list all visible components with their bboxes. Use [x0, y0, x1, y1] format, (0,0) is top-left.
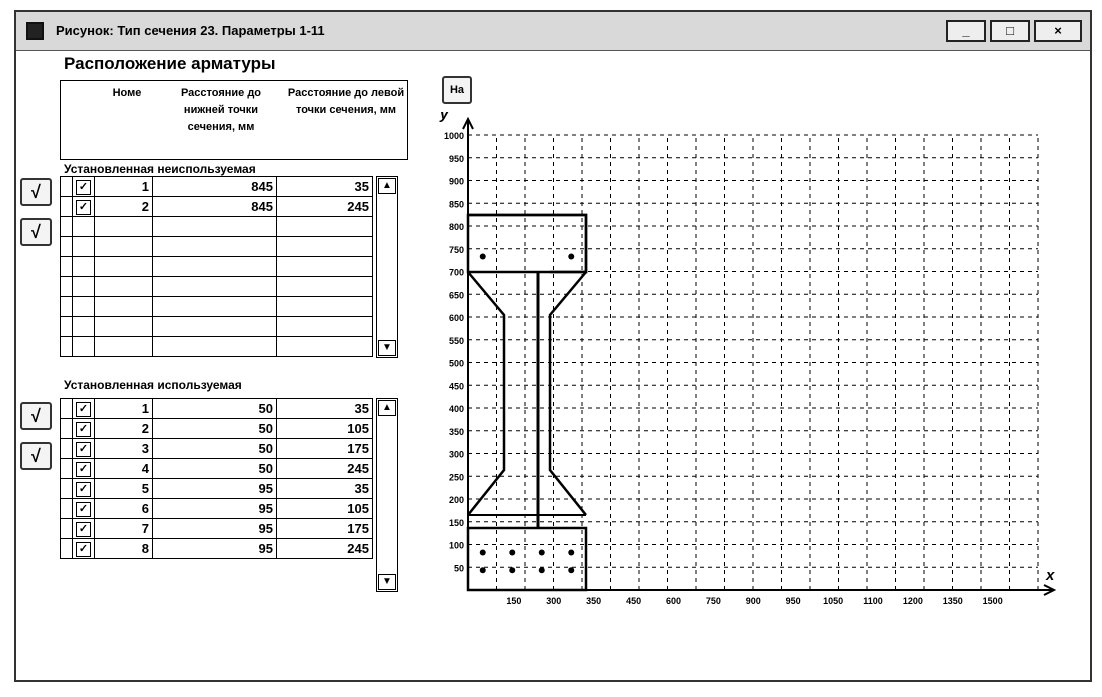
rebar-point: [568, 253, 574, 259]
table-row[interactable]: [61, 257, 373, 277]
cell-dist-left[interactable]: [277, 217, 373, 237]
row-selector[interactable]: [61, 519, 73, 539]
row-selector[interactable]: [61, 197, 73, 217]
y-tick-labels: [444, 131, 464, 573]
scrollbar-used[interactable]: [376, 398, 398, 592]
scrollbar-unused[interactable]: [376, 176, 398, 358]
scroll-up-icon[interactable]: ▲: [378, 178, 396, 194]
row-selector[interactable]: [61, 419, 73, 439]
apply-button-used-1[interactable]: √: [20, 402, 52, 430]
cell-num[interactable]: [95, 217, 153, 237]
y-tick-label: 150: [448, 517, 464, 528]
table-row[interactable]: [61, 277, 373, 297]
rebar-point: [509, 567, 515, 573]
cell-dist-left[interactable]: [277, 297, 373, 317]
table-row[interactable]: [61, 237, 373, 257]
row-selector[interactable]: [61, 257, 73, 277]
table-row[interactable]: [61, 297, 373, 317]
table-row[interactable]: [61, 439, 373, 459]
cell-num[interactable]: 2: [95, 197, 153, 217]
row-checkbox[interactable]: [73, 217, 95, 237]
cell-num[interactable]: 6: [95, 499, 153, 519]
cell-dist-left[interactable]: [277, 317, 373, 337]
x-tick-label: 300: [546, 596, 562, 606]
cell-dist-bottom[interactable]: 845: [153, 197, 277, 217]
y-tick-label: 500: [448, 358, 464, 369]
cell-num[interactable]: [95, 317, 153, 337]
y-tick-label: 600: [448, 313, 464, 323]
y-tick-label: 550: [448, 335, 464, 346]
scroll-down-icon[interactable]: ▼: [378, 340, 396, 356]
top-flange: [468, 215, 586, 272]
apply-button-unused-1[interactable]: √: [20, 178, 52, 206]
cell-dist-bottom[interactable]: [153, 277, 277, 297]
cell-num[interactable]: [95, 297, 153, 317]
close-button[interactable]: ×: [1034, 20, 1082, 42]
cell-dist-left[interactable]: 35: [277, 479, 373, 499]
row-checkbox[interactable]: [73, 257, 95, 277]
cell-num[interactable]: 1: [95, 399, 153, 419]
checkbox-icon[interactable]: ✓: [76, 422, 91, 437]
cell-num[interactable]: 2: [95, 419, 153, 439]
row-checkbox[interactable]: [73, 317, 95, 337]
web-right: [550, 272, 586, 515]
cell-num[interactable]: 8: [95, 539, 153, 559]
cell-dist-bottom[interactable]: 50: [153, 439, 277, 459]
row-checkbox[interactable]: [73, 277, 95, 297]
y-tick-label: 250: [448, 472, 464, 483]
checkbox-icon[interactable]: ✓: [76, 542, 91, 557]
table-row[interactable]: [61, 459, 373, 479]
apply-button-used-2[interactable]: √: [20, 442, 52, 470]
cell-num[interactable]: [95, 257, 153, 277]
cell-dist-left[interactable]: 105: [277, 499, 373, 519]
cell-dist-bottom[interactable]: 95: [153, 519, 277, 539]
x-tick-label: 750: [705, 596, 721, 606]
window-title: Рисунок: Тип сечения 23. Параметры 1-11: [56, 23, 325, 38]
x-axis-label: x: [1046, 567, 1055, 584]
row-selector[interactable]: [61, 539, 73, 559]
maximize-button[interactable]: □: [990, 20, 1030, 42]
cell-dist-left[interactable]: [277, 237, 373, 257]
y-tick-label: 350: [448, 426, 464, 437]
table-row[interactable]: [61, 539, 373, 559]
y-tick-label: 650: [448, 290, 464, 301]
cell-dist-left[interactable]: 105: [277, 419, 373, 439]
web-left: [468, 272, 504, 515]
row-checkbox[interactable]: [73, 459, 95, 479]
page-title: Расположение арматуры: [64, 54, 276, 73]
column-header-num: Номе: [112, 87, 142, 99]
y-tick-label: 800: [448, 222, 464, 232]
cell-dist-bottom[interactable]: [153, 257, 277, 277]
zoom-button[interactable]: На: [442, 76, 472, 104]
cell-dist-bottom[interactable]: [153, 317, 277, 337]
row-selector[interactable]: [61, 399, 73, 419]
table-row[interactable]: [61, 337, 373, 357]
table-used: [60, 398, 373, 559]
cell-num[interactable]: 5: [95, 479, 153, 499]
table-row[interactable]: [61, 197, 373, 217]
x-tick-label: 150: [506, 596, 522, 606]
cell-dist-left[interactable]: [277, 337, 373, 357]
x-tick-label: 1200: [902, 596, 923, 606]
cell-dist-left[interactable]: 245: [277, 539, 373, 559]
rebar-point: [539, 550, 545, 556]
x-tick-label: 450: [626, 596, 642, 606]
top-flange-outline: [468, 215, 586, 272]
cell-num[interactable]: [95, 277, 153, 297]
cell-dist-left[interactable]: [277, 257, 373, 277]
row-checkbox[interactable]: [73, 479, 95, 499]
cell-dist-left[interactable]: 245: [277, 197, 373, 217]
cell-dist-left[interactable]: 35: [277, 399, 373, 419]
row-checkbox[interactable]: [73, 177, 95, 197]
x-tick-label: 950: [785, 596, 801, 606]
cell-dist-left[interactable]: 175: [277, 439, 373, 459]
row-checkbox[interactable]: [73, 419, 95, 439]
rebar-point: [568, 550, 574, 556]
cell-dist-bottom[interactable]: 50: [153, 419, 277, 439]
x-tick-label: 1500: [982, 596, 1003, 606]
table-row[interactable]: [61, 317, 373, 337]
checkbox-icon[interactable]: ✓: [76, 180, 91, 195]
row-checkbox[interactable]: [73, 197, 95, 217]
row-checkbox[interactable]: [73, 499, 95, 519]
cell-num[interactable]: [95, 237, 153, 257]
table-row[interactable]: [61, 399, 373, 419]
plot-axes: [439, 112, 1055, 595]
row-checkbox[interactable]: [73, 237, 95, 257]
rebar-point: [480, 253, 486, 259]
x-tick-label: 900: [745, 596, 761, 606]
x-tick-labels: [506, 596, 1002, 606]
cell-dist-bottom[interactable]: 50: [153, 399, 277, 419]
scroll-up-icon[interactable]: ▲: [378, 400, 396, 416]
y-axis-label: y: [440, 112, 449, 123]
cell-dist-bottom[interactable]: [153, 237, 277, 257]
cross-section-shape: [468, 215, 586, 590]
rebar-point: [480, 567, 486, 573]
row-selector[interactable]: [61, 217, 73, 237]
checkbox-icon[interactable]: ✓: [76, 502, 91, 517]
rebar-point: [480, 550, 486, 556]
minimize-button[interactable]: _: [946, 20, 986, 42]
y-tick-label: 400: [448, 404, 464, 414]
table-row[interactable]: [61, 519, 373, 539]
rebar-point: [509, 550, 515, 556]
row-checkbox[interactable]: [73, 439, 95, 459]
column-header-dist-left: Расстояние до левой точки сечения, мм: [287, 87, 405, 116]
apply-button-unused-2[interactable]: √: [20, 218, 52, 246]
y-tick-label: 50: [453, 563, 464, 574]
y-tick-label: 700: [448, 267, 464, 278]
cell-dist-bottom[interactable]: 845: [153, 177, 277, 197]
cell-dist-bottom[interactable]: 50: [153, 459, 277, 479]
table-unused: [60, 176, 373, 357]
row-checkbox[interactable]: [73, 539, 95, 559]
y-tick-label: 200: [448, 495, 464, 505]
x-tick-label: 350: [586, 596, 602, 606]
y-tick-label: 300: [448, 449, 464, 460]
y-tick-label: 900: [448, 176, 464, 187]
checkbox-icon[interactable]: ✓: [76, 402, 91, 417]
row-selector[interactable]: [61, 177, 73, 197]
y-tick-label: 850: [448, 199, 464, 210]
cell-num[interactable]: [95, 337, 153, 357]
plot-grid: [468, 135, 1038, 590]
row-selector[interactable]: [61, 277, 73, 297]
table-row[interactable]: [61, 479, 373, 499]
y-tick-label: 1000: [443, 131, 464, 141]
row-checkbox[interactable]: [73, 297, 95, 317]
table-row[interactable]: [61, 217, 373, 237]
row-checkbox[interactable]: [73, 519, 95, 539]
row-selector[interactable]: [61, 237, 73, 257]
checkbox-icon[interactable]: ✓: [76, 462, 91, 477]
row-selector[interactable]: [61, 317, 73, 337]
section-label-used: Установленная используемая: [64, 378, 242, 392]
cell-num[interactable]: 7: [95, 519, 153, 539]
cell-dist-bottom[interactable]: 95: [153, 499, 277, 519]
table-row[interactable]: [61, 499, 373, 519]
y-tick-label: 100: [448, 540, 464, 551]
cell-dist-bottom[interactable]: [153, 297, 277, 317]
row-selector[interactable]: [61, 439, 73, 459]
section-plot: [416, 112, 1056, 612]
table-row[interactable]: [61, 419, 373, 439]
title-bar[interactable]: [16, 12, 1090, 51]
rebar-point: [539, 567, 545, 573]
cell-dist-bottom[interactable]: [153, 337, 277, 357]
section-label-unused: Установленная неиспользуемая: [64, 162, 256, 176]
app-icon: [26, 22, 44, 40]
table-row[interactable]: [61, 177, 373, 197]
cell-dist-bottom[interactable]: 95: [153, 539, 277, 559]
row-checkbox[interactable]: [73, 399, 95, 419]
rebar-point: [568, 567, 574, 573]
checkbox-icon[interactable]: ✓: [76, 442, 91, 457]
checkbox-icon[interactable]: ✓: [76, 522, 91, 537]
figure-window: [14, 10, 1092, 682]
cell-dist-left[interactable]: 245: [277, 459, 373, 479]
x-tick-label: 600: [665, 596, 682, 606]
scroll-down-icon[interactable]: ▼: [378, 574, 396, 590]
cell-dist-left[interactable]: 175: [277, 519, 373, 539]
cell-dist-left[interactable]: [277, 277, 373, 297]
x-tick-label: 1350: [942, 596, 963, 606]
cell-dist-left[interactable]: 35: [277, 177, 373, 197]
y-tick-label: 450: [448, 381, 464, 392]
x-tick-label: 1100: [863, 596, 883, 606]
column-header: [60, 80, 408, 160]
x-tick-label: 1050: [823, 596, 844, 606]
checkbox-icon[interactable]: ✓: [76, 482, 91, 497]
row-selector[interactable]: [61, 479, 73, 499]
y-tick-label: 950: [448, 153, 464, 164]
checkbox-icon[interactable]: ✓: [76, 200, 91, 215]
cell-dist-bottom[interactable]: [153, 217, 277, 237]
cell-num[interactable]: 3: [95, 439, 153, 459]
row-selector[interactable]: [61, 337, 73, 357]
row-selector[interactable]: [61, 297, 73, 317]
row-selector[interactable]: [61, 459, 73, 479]
cell-num[interactable]: 1: [95, 177, 153, 197]
cell-num[interactable]: 4: [95, 459, 153, 479]
y-tick-label: 750: [448, 244, 464, 255]
row-selector[interactable]: [61, 499, 73, 519]
cell-dist-bottom[interactable]: 95: [153, 479, 277, 499]
column-header-dist-bottom: Расстояние до нижней точки сечения, мм: [180, 87, 262, 133]
row-checkbox[interactable]: [73, 337, 95, 357]
bottom-flange: [468, 528, 586, 590]
